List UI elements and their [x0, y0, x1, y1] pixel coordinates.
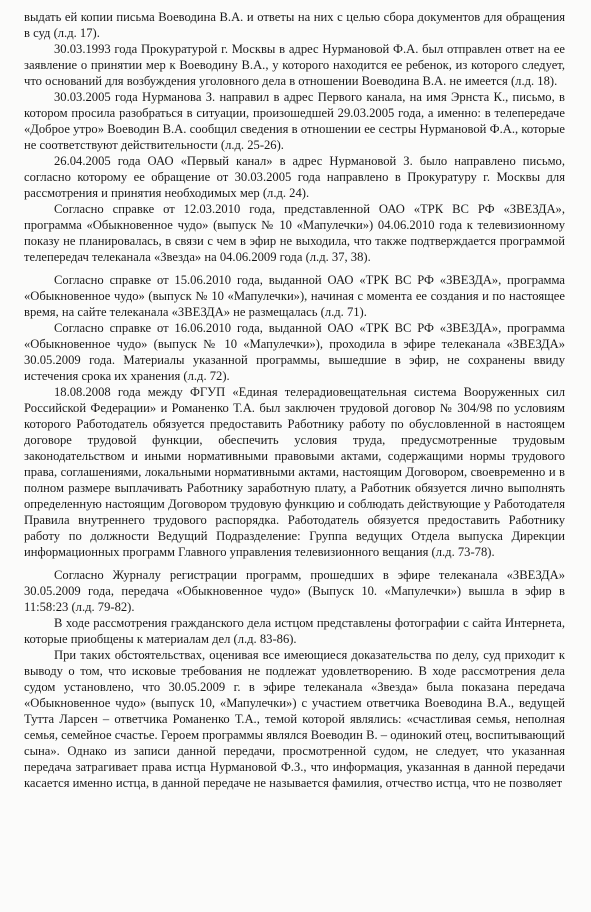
paragraph-4: 26.04.2005 года ОАО «Первый канал» в адрес Нурмановой З. было направлено письмо, согласно которому ее обращение от 30.03.2005 года направлено в Прокуратуру г. Москвы для рассмотрения и принятия необходимых мер (л.д. 24).	[24, 154, 565, 200]
paragraph-5: Согласно справке от 12.03.2010 года, представленной ОАО «ТРК ВС РФ «ЗВЕЗДА», программа «Обыкновенное чудо» (выпуск № 10 «Мапулечки») 04.06.2010 года к телевизионному показу не планировалась, в связи с чем в эфир не выходила, что также подтверждается программой телепередач телеканала «Звезда» на 04.06.2009 года (л.д. 37, 38).	[24, 202, 565, 264]
paragraph-10: В ходе рассмотрения гражданского дела истцом представлены фотографии с сайта Интернета, которые приобщены к материалам дел (л.д. 83-86).	[24, 616, 565, 646]
paragraph-3: 30.03.2005 года Нурманова З. направил в адрес Первого канала, на имя Эрнста К., письмо, в котором просила разобраться в ситуации, произошедшей 29.03.2005 года, а именно: в телепередаче «Доброе утро» Воеводин В.А. сообщил сведения в отношении ее сестры Нурмановой Ф.А., которые не соответствуют действительности (л.д. 25-26).	[24, 90, 565, 152]
paragraph-1: выдать ей копии письма Воеводина В.А. и ответы на них с целью сбора документов для обращения в суд (л.д. 17).	[24, 10, 565, 40]
paragraph-8: 18.08.2008 года между ФГУП «Единая телерадиовещательная система Вооруженных сил Российской Федерации» и Романенко Т.А. был заключен трудовой договор № 304/98 по условиям которого Работодатель обязуется предоставить Работнику работу по обусловленной в настоящем договоре трудовой функции, обеспечить условия труда, предусмотренные трудовым законодательством и иными нормативными правовыми актами, содержащими нормы трудового права, соглашениями, локальными нормативными актами, настоящим Договором, своевременно и в полном размере выплачивать Работнику заработную плату, а Работник обязуется лично выполнять определенную настоящим Договором трудовую функцию и соблюдать действующие у Работодателя Правила внутреннего трудового распорядка. Работодатель обязуется предоставить Работнику работу по должности Ведущий Подразделение: Группа ведущих Отдела выпуска Дирекции информационных программ Главного управления телевизионного вещания (л.д. 73-78).	[24, 385, 565, 559]
paragraph-2: 30.03.1993 года Прокуратурой г. Москвы в адрес Нурмановой Ф.А. был отправлен ответ на ее заявление о принятии мер к Воеводину В.А., у которого находится ее ребенок, из которого следует, что оснований для возбуждения уголовного дела в отношении Воеводина В.А. не имеется (л.д. 18).	[24, 42, 565, 88]
paragraph-11: При таких обстоятельствах, оценивая все имеющиеся доказательства по делу, суд приходит к выводу о том, что исковые требования не подлежат удовлетворению. В ходе рассмотрения дела судом установлено, что 30.05.2009 г. в эфире телеканала «Звезда» была показана передача «Обыкновенное чудо» (выпуск 10, «Мапулечки») с участием ответчика Воеводина В.А., ведущей Тутта Ларсен – ответчика Романенко Т.А., темой которой являлись: «счастливая семья, неполная семья, семейное счастье. Героем программы являлся Воеводин В. – одинокий отец, воспитывающий сына». Однако из записи данной передачи, просмотренной судом, не следует, что указанная передача затрагивает права истца Нурмановой Ф.З., что информация, указанная в данной передачи касается именно истца, в данной передаче не называется фамилия, отчество истца, что не позволяет	[24, 648, 565, 790]
paragraph-7: Согласно справке от 16.06.2010 года, выданной ОАО «ТРК ВС РФ «ЗВЕЗДА», программа «Обыкновенное чудо» (выпуск № 10 «Мапулечки»), проходила в эфире телеканала «ЗВЕЗДА» 30.05.2009 года. Материалы указанной программы, вышедшие в эфир, не сохранены ввиду истечения срока их хранения (л.д. 72).	[24, 321, 565, 383]
paragraph-6: Согласно справке от 15.06.2010 года, выданной ОАО «ТРК ВС РФ «ЗВЕЗДА», программа «Обыкновенное чудо» (выпуск № 10 «Мапулечки»), начиная с момента ее создания и по настоящее время, на сайте телеканала «ЗВЕЗДА» не размещалась (л.д. 71).	[24, 273, 565, 319]
paragraph-9: Согласно Журналу регистрации программ, прошедших в эфире телеканала «ЗВЕЗДА» 30.05.2009 года, передача «Обыкновенное чудо» (Выпуск 10. «Мапулечки») вышла в эфир в 11:58:23 (л.д. 79-82).	[24, 568, 565, 614]
